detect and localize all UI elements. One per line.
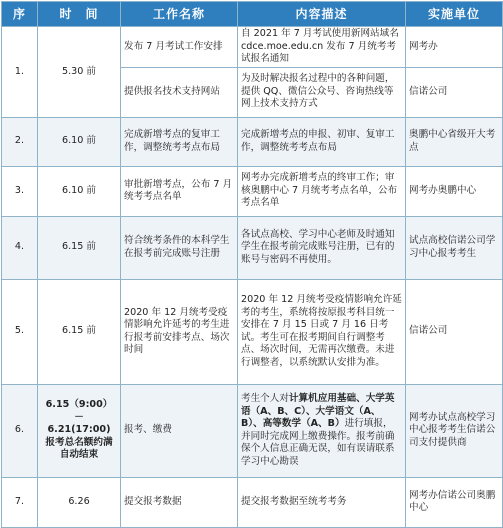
row-unit: 信诺公司 bbox=[406, 67, 503, 117]
row-description bbox=[238, 384, 406, 477]
row-time: 6.10 前 bbox=[38, 166, 121, 216]
row-unit: 网考办信诺公司奥鹏中心 bbox=[406, 477, 503, 527]
row-unit: 试点高校信诺公司学习中心报考考生 bbox=[406, 216, 503, 279]
schedule-table bbox=[1, 1, 503, 528]
row-time: 5.30 前 bbox=[38, 27, 121, 118]
desc-part: 进行填报，并同时完成网上缴费操作。报考前确保个人信息正确无误，如有误请联系学习中心勘误 bbox=[241, 418, 395, 467]
row-time: 6.15 前 bbox=[38, 279, 121, 384]
row-time: 6.15 前 bbox=[38, 216, 121, 279]
header-name: 工作名称 bbox=[121, 2, 238, 27]
desc-part: 考生个人对 bbox=[241, 393, 289, 404]
row-number: 7. bbox=[2, 477, 38, 527]
row-description: 网考办完成新增考点的终审工作；审核奥鹏中心 7 月统考考点名单，公布考点名单 bbox=[238, 166, 406, 216]
row-task-name: 2020 年 12 月统考受疫情影响允许延考的考生进行报考前安排考点、场次时间 bbox=[121, 279, 238, 384]
row-description: 完成新增考点的申报、初审、复审工作，调整统考考点布局 bbox=[238, 117, 406, 166]
row-number: 4. bbox=[2, 216, 38, 279]
row-number: 5. bbox=[2, 279, 38, 384]
row-description: 提交报考数据至统考考务 bbox=[238, 477, 406, 527]
row-unit: 信诺公司 bbox=[406, 279, 503, 384]
row-time: 6.10 前 bbox=[38, 117, 121, 166]
header-time: 时 间 bbox=[38, 2, 121, 27]
row-task-name: 提供报名技术支持网站 bbox=[121, 67, 238, 117]
table-row bbox=[2, 166, 503, 216]
row-time: 6.26 bbox=[38, 477, 121, 527]
row-unit: 网考办奥鹏中心 bbox=[406, 166, 503, 216]
row-unit: 网考办 bbox=[406, 27, 503, 68]
table-row bbox=[2, 279, 503, 384]
desc-subjects: 计算机应用基础、大学英语（A、B、C）、大学语文（A、B）、高等数学（A、B） bbox=[241, 393, 395, 429]
header-no: 序 bbox=[2, 2, 38, 27]
row-description: 为及时解决报名过程中的各种问题，提供 QQ、微信公众号、咨询热线等网上技术支持方式 bbox=[238, 67, 406, 117]
table-row bbox=[2, 27, 503, 68]
row-task-name: 提交报考数据 bbox=[121, 477, 238, 527]
row-time-end: 6.21(17:00) bbox=[47, 424, 111, 436]
row-task-name: 符合统考条件的本科学生在报考前完成账号注册 bbox=[121, 216, 238, 279]
header-unit: 实施单位 bbox=[406, 2, 503, 27]
row-number: 1. bbox=[2, 27, 38, 118]
table-row bbox=[2, 216, 503, 279]
header-desc: 内容描述 bbox=[238, 2, 406, 27]
row-number: 6. bbox=[2, 384, 38, 477]
table-row bbox=[2, 117, 503, 166]
row-time bbox=[38, 384, 121, 477]
row-task-name: 完成新增考点的复审工作，调整统考考点布局 bbox=[121, 117, 238, 166]
table-row bbox=[2, 384, 503, 477]
row-time-start: 6.15（9:00）－ bbox=[45, 399, 113, 423]
row-description: 各试点高校、学习中心老师及时通知学生在报考前完成账号注册，已有的账号与密码不再使用。 bbox=[238, 216, 406, 279]
row-description: 2020 年 12 月统考受疫情影响允许延考的考生，系统将按原报考科目统一安排在 7 月 15 日或 7 月 16 日考试。考生可在报考期间自行调整考点、场次时间，无需再次缴费。未进行调整者，以系统默认安排为准。 bbox=[238, 279, 406, 384]
row-task-name: 发布 7 月考试工作安排 bbox=[121, 27, 238, 68]
row-unit: 奥鹏中心省级开大考点 bbox=[406, 117, 503, 166]
row-unit: 网考办试点高校学习中心报考考生信诺公司支付提供商 bbox=[406, 384, 503, 477]
row-number: 3. bbox=[2, 166, 38, 216]
header-row bbox=[2, 2, 503, 27]
row-task-name: 审批新增考点，公布 7 月统考考点名单 bbox=[121, 166, 238, 216]
row-time-note: 报考总名额约满自动结束 bbox=[45, 436, 113, 461]
row-task-name: 报考、缴费 bbox=[121, 384, 238, 477]
row-description: 自 2021 年 7 月考试使用新网站域名 cdce.moe.edu.cn 发布 7 月统考考试报名通知 bbox=[238, 27, 406, 68]
row-number: 2. bbox=[2, 117, 38, 166]
